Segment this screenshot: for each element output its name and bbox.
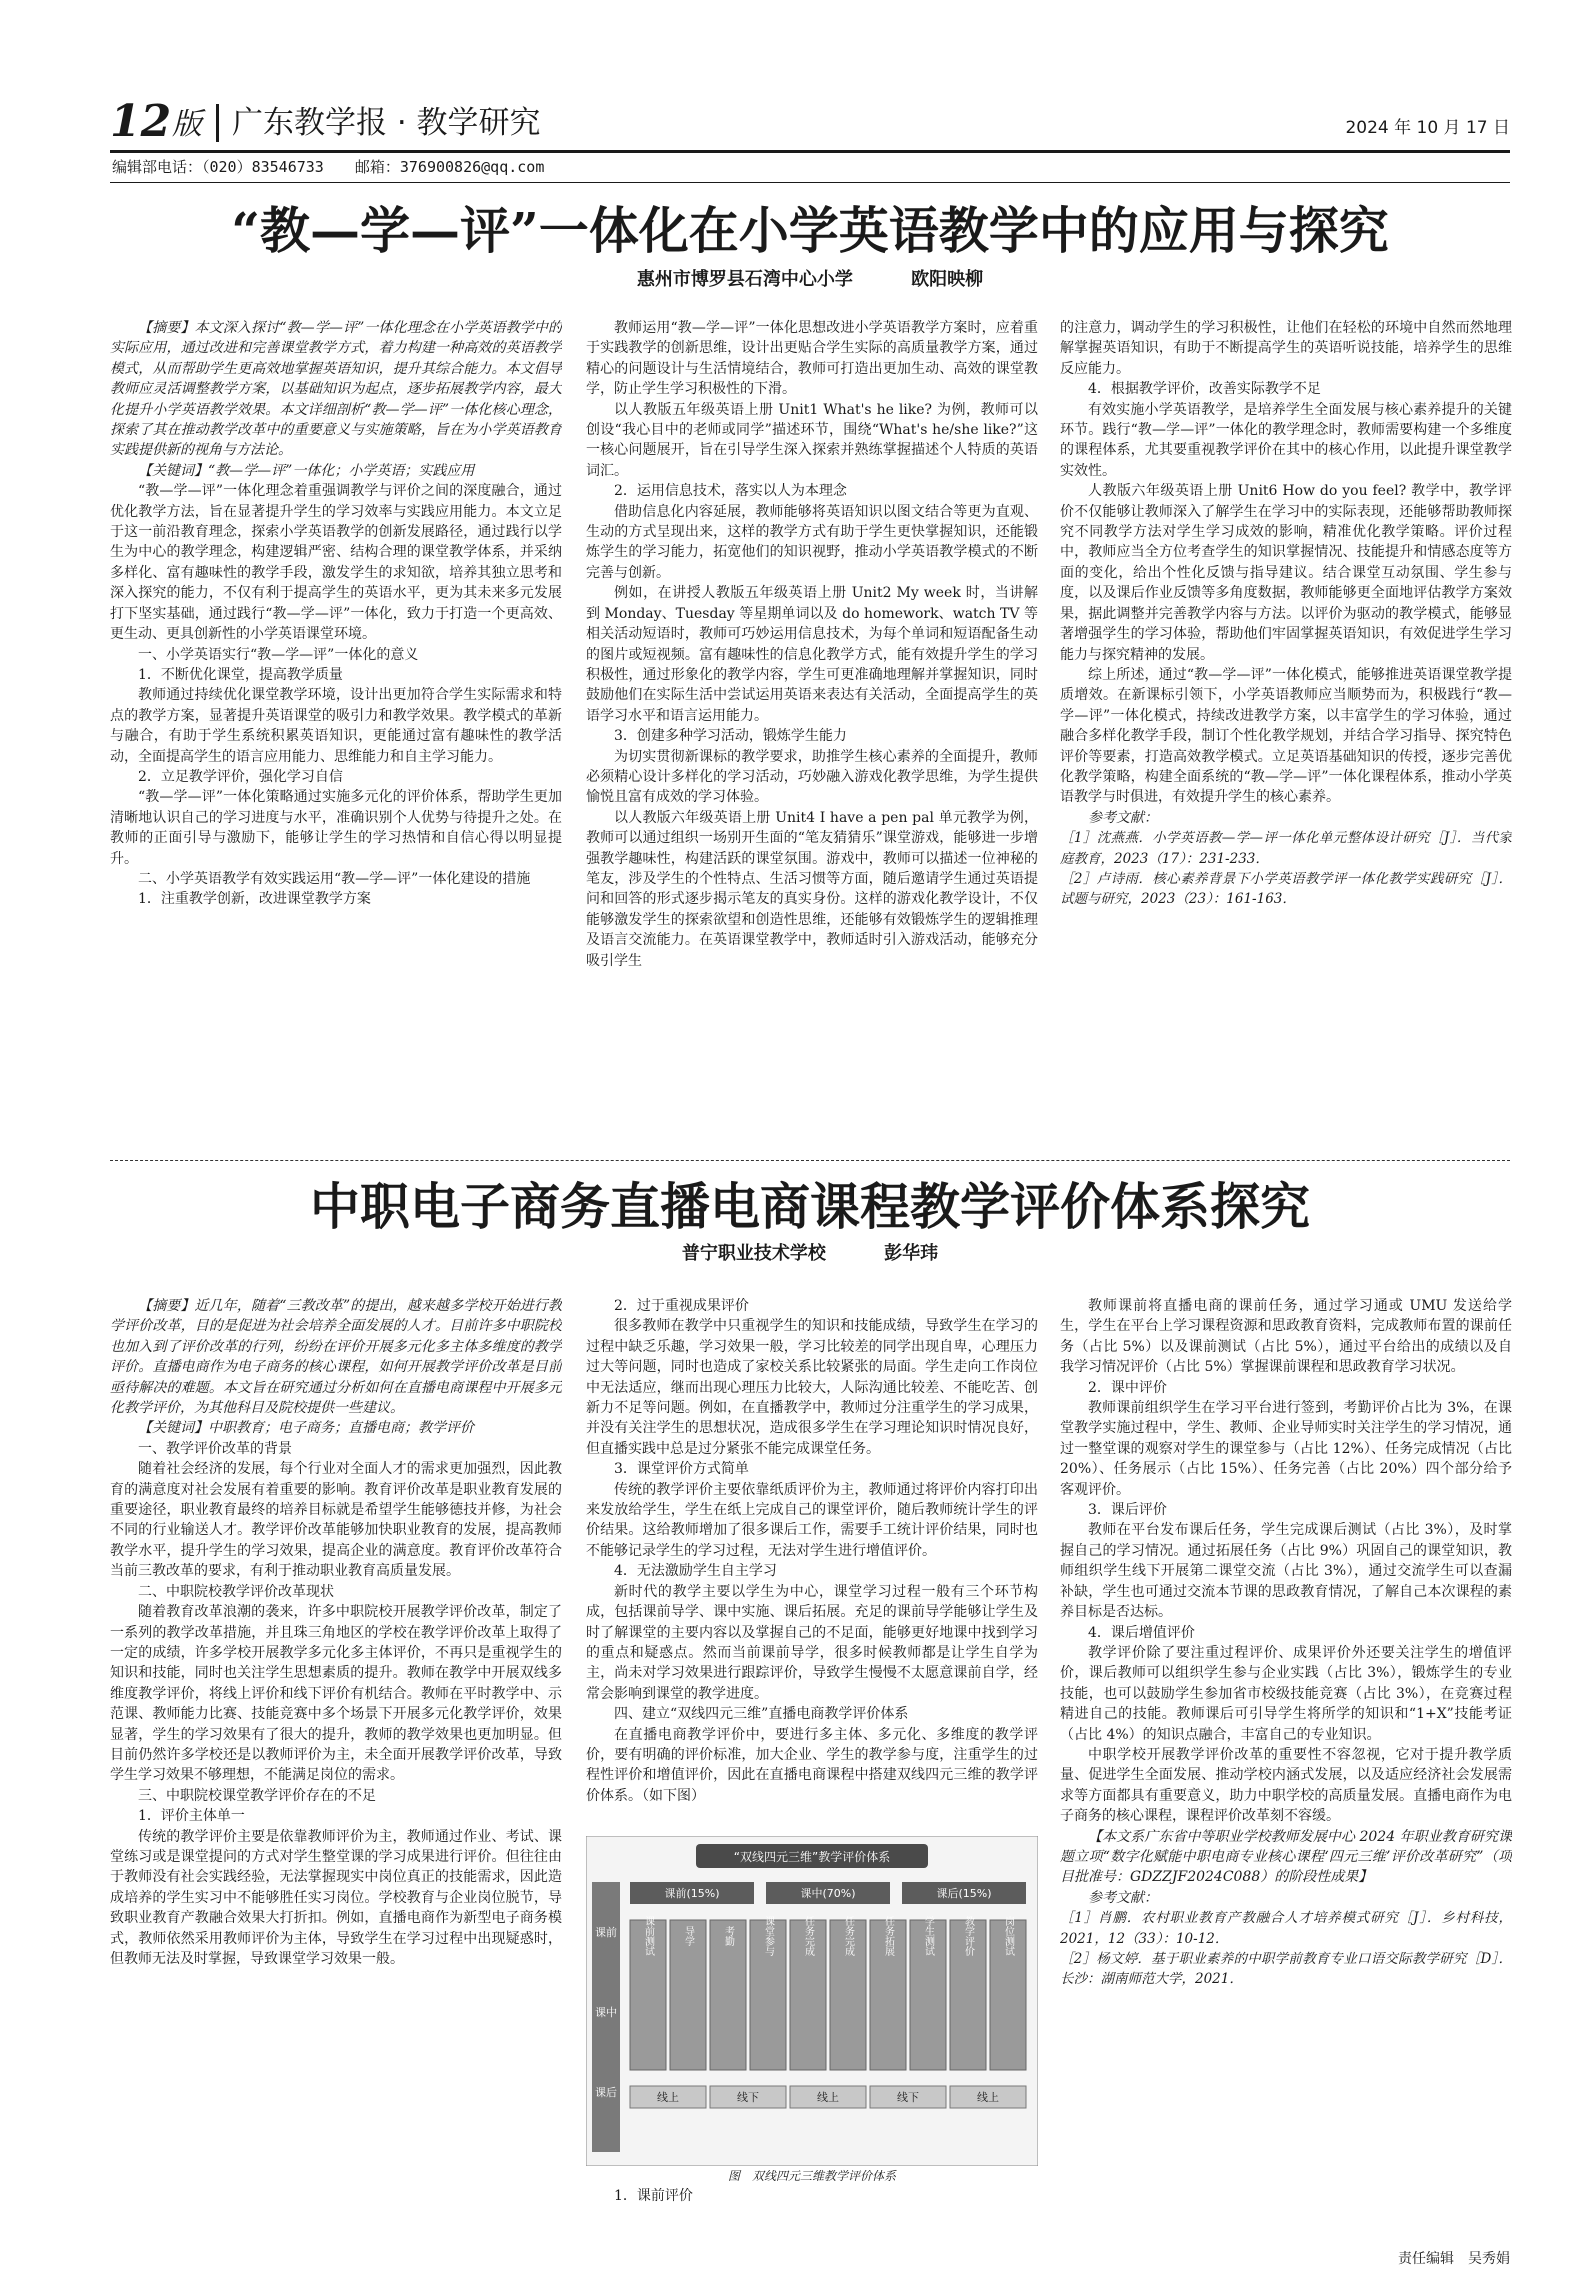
figure-item-label: 导学 [682,1926,694,1946]
article2-column-3 [1060,1296,1512,2246]
page-number-suffix: 版 [172,107,202,142]
figure-item-label: 任务拓展 [882,1916,894,1956]
subsection-heading: 2．立足教学评价，强化学习自信 [138,768,343,785]
figure-side-label: 课前 [595,1926,617,1939]
subsection-heading: 3．课后评价 [1088,1502,1167,1519]
paragraph: 新时代的教学主要以学生为中心，课堂学习过程一般有三个环节构成，包括课前导学、课中实施、课后拓展。充足的课前导学能够让学生及时了解课堂的主要内容以及掌握自己的不足面，能够更好地课中找到学习的重点和疑惑点。然而当前课前导学，很多时候教师都是让学生自学为主，尚未对学习效果进行跟踪评价，导致学生慢慢不太愿意课前自学，经常会影响到课堂的教学进度。 [586,1583,1038,1702]
subsection-heading: 3．创建多种学习活动，锻炼学生能力 [614,728,847,745]
figure-top-label: “双线四元三维”教学评价体系 [733,1850,891,1864]
paragraph: 传统的教学评价主要是依靠教师评价为主，教师通过作业、考试、课堂练习或是课堂提问的方式对学生整堂课的学习成果进行评价。但往往由于教师没有社会实践经验，无法掌握现实中岗位真正的技能需求，因此造成培养的学生实习中不能够胜任实习岗位。学校教育与企业岗位脱节，导致职业教育产教融合效果大打折扣。例如，直播电商作为新型电子商务模式，教师依然采用教师评价为主体，导致学生在学习过程中出现疑惑时，但教师无法及时掌握，导致课堂学习效果一般。 [110,1828,562,1967]
paragraph: 很多教师在教学中只重视学生的知识和技能成绩，导致学生在学习的过程中缺乏乐趣，学习效果一般，学习比较差的同学出现自卑，心理压力过大等问题，同时也造成了家校关系比较紧张的局面。学生走向工作岗位中无法适应，继而出现心理压力比较大，人际沟通比较差、不能吃苦、创新力不足等问题。例如，在直播教学中，教师过分注重学生的学习成果，并没有关注学生的思想状况，造成很多学生在学习理论知识时情况良好，但直播实践中总是过分紧张不能完成课堂任务。 [586,1318,1038,1457]
subsection-heading: 1．课前评价 [614,2188,693,2204]
contact-rule [110,182,1510,183]
masthead-separator [216,104,219,142]
section-heading: 三、中职院校课堂教学评价存在的不足 [138,1787,376,1804]
article2-author: 彭华玮 [884,1243,939,1264]
paragraph: 为切实贯彻新课标的教学要求，助推学生核心素养的全面提升，教师必须精心设计多样化的学习活动，巧妙融入游戏化教学思维，为学生提供愉悦且富有成效的学习体验。 [586,748,1038,806]
subsection-heading: 4．无法激励学生自主学习 [614,1563,777,1580]
paragraph: 教师运用“教—学—评”一体化思想改进小学英语教学方案时，应着重于实践教学的创新思维，设计出更贴合学生实际的高质量教学方案，通过精心的问题设计与生活情境结合，教师可打造出更加生动、高效的课堂教学，防止学生学习积极性的下滑。 [586,320,1038,398]
reference-item: ［1］沈燕燕．小学英语教—学—评一体化单元整体设计研究［J］．当代家庭教育，2023（17）：231-233． [1060,830,1512,867]
reference-item: ［2］卢诗雨．核心素养背景下小学英语教学评一体化教学实践研究［J］．试题与研究，2023（23）：161-163． [1060,870,1512,908]
paragraph: 教学评价除了要注重过程评价、成果评价外还要关注学生的增值评价，课后教师可以组织学生参与企业实践（占比 3%），锻炼学生的专业技能，也可以鼓励学生参加省市校级技能竞赛（占比 3%），在竞赛过程精进自己的技能。教师课后可引导学生将所学的知识和“1+X”技能考证（占比 4%）的知识点融合，丰富自己的专业知识。 [1060,1644,1512,1743]
paragraph: 例如，在讲授人教版五年级英语上册 Unit2 My week 时，当讲解到 Monday、Tuesday 等星期单词以及 do homework、watch TV 等相关活动短语时，教师可巧妙运用信息技术，为每个单词和短语配备生动的图片或短视频。富有趣味性的信息化教学方式，能有效提升学生的学习积极性，通过形象化的教学内容，学生可更准确地理解并掌握知识，同时鼓励他们在实际生活中尝试运用英语来表达有关活动，全面提高学生的英语学习水平和语言运用能力。 [586,585,1038,724]
figure-mode-label: 线上 [817,2091,839,2104]
paragraph: 综上所述，通过“教—学—评”一体化模式，能够推进英语课堂教学提质增效。在新课标引领下，小学英语教师应当顺势而为，积极践行“教—学—评”一体化模式，持续改进教学方案，以丰富学生的学习体验，通过融合多样化教学手段，制订个性化教学规划，并结合学习指导、探究特色评价等要素，打造高效教学模式。立足英语基础知识的传授，逐步完善优化教学策略，构建全面系统的“教—学—评”一体化课程体系，推动小学英语教学与时俱进，有效提升学生的核心素养。 [1060,666,1512,806]
paragraph: 借助信息化内容延展，教师能够将英语知识以图文结合等更为直观、生动的方式呈现出来，这样的教学方式有助于学生更快掌握知识，还能锻炼学生的学习能力，拓宽他们的知识视野，推动小学英语教学模式的不断完善与创新。 [586,503,1038,581]
figure-mode-label: 线上 [977,2091,999,2104]
article2-column-1 [110,1296,562,2206]
masthead-rule [110,150,1510,153]
paragraph: “教—学—评”一体化策略通过实施多元化的评价体系，帮助学生更加清晰地认识自己的学习进度与水平，准确识别个人优势与待提升之处。在教师的正面引导与激励下，能够让学生的学习热情和自信心得以明显提升。 [110,789,562,867]
paragraph: 在直播电商教学评价中，要进行多主体、多元化、多维度的教学评价，要有明确的评价标准，加大企业、学生的教学参与度，注重学生的过程性评价和增值评价，因此在直播电商课程中搭建双线四元三维的教学评价体系。（如下图） [586,1726,1038,1804]
reference-item: ［1］肖鹏．农村职业教育产教融合人才培养模式研究［J］．乡村科技，2021，12（33）：10-12． [1060,1910,1512,1947]
masthead [110,98,1510,146]
paragraph: 教师课前将直播电商的课前任务，通过学习通或 UMU 发送给学生，学生在平台上学习课程资源和思政教育资料，完成教师布置的课前任务（占比 5%）以及课前测试（占比 5%），通过平台给出的成绩以及自我学习情况评价（占比 5%）掌握课前课程和思政教育学习状况。 [1060,1298,1512,1376]
references-title: 参考文献： [1088,1889,1158,1906]
references-title: 参考文献： [1088,809,1158,826]
paragraph: 教师通过持续优化课堂教学环境，设计出更加符合学生实际需求和特点的教学方案，显著提升英语课堂的吸引力和教学效果。教学模式的革新与融合，有助于学生系统积累英语知识，更能通过富有趣味性的教学活动，全面提高学生的语言应用能力、思维能力和自主学习能力。 [110,687,562,765]
abstract: 【摘要】近几年，随着“三教改革”的提出，越来越多学校开始进行教学评价改革，目的是促进为社会培养全面发展的人才。目前许多中职院校也加入到了评价改革的行列，纷纷在评价开展多元化多主体多维度的教学评价。直播电商作为电子商务的核心课程，如何开展教学评价改革是目前亟待解决的难题。本文旨在研究通过分析如何在直播电商课程中开展多元化教学评价，为其他科目及院校提供一些建议。 [110,1298,562,1417]
section-heading: 二、中职院校教学评价改革现状 [138,1583,334,1600]
article2-title: 中职电子商务直播电商课程教学评价体系探究 [310,1177,1310,1236]
subsection-heading: 1．不断优化课堂，提高教学质量 [138,666,343,683]
section-heading: 二、小学英语教学有效实践运用“教—学—评”一体化建设的措施 [138,870,531,887]
contact-phone: 编辑部电话：（020）83546733 [112,158,324,176]
project-note: 【本文系广东省中等职业学校教师发展中心 2024 年职业教育研究课题立项“数字化赋能中职电商专业核心课程‘四元三维’评价改革研究”（项目批准号：GDZZJF2024C088）的阶段性成果】 [1060,1828,1512,1886]
figure-caption: 图 双线四元三维教学评价体系 [727,2169,896,2183]
paragraph: 中职学校开展教学评价改革的重要性不容忽视，它对于提升教学质量、促进学生全面发展、推动学校内涵式发展，以及适应经济社会发展需求等方面都具有重要意义，助力中职学校的高质量发展。直播电商作为电子商务的核心课程，课程评价改革刻不容缓。 [1060,1746,1512,1825]
paragraph: 的注意力，调动学生的学习积极性，让他们在轻松的环境中自然而然地理解掌握英语知识，有助于不断提高学生的英语听说技能，培养学生的思维反应能力。 [1060,320,1512,377]
subsection-heading: 3．课堂评价方式简单 [614,1461,749,1478]
section-heading: 四、建立“双线四元三维”直播电商教学评价体系 [614,1706,909,1723]
figure-mode-label: 线上 [657,2091,679,2104]
paragraph: 以人教版五年级英语上册 Unit1 What's he like? 为例，教师可以创设“我心目中的老师或同学”描述环节，围绕“What's he/she like?”这一核心问题展开，旨在引导学生深入探索并熟练掌握描述个人特质的英语词汇。 [586,401,1038,479]
figure-item-label: 任务完成 [802,1916,814,1956]
figure-item-label: 课前测试 [642,1916,654,1956]
figure-item-label: 学生测试 [922,1916,934,1956]
paragraph: 以人教版六年级英语上册 Unit4 I have a pen pal 单元教学为例，教师可以通过组织一场别开生面的“笔友猜猜乐”课堂游戏，能够进一步增强教学趣味性，构建活跃的课堂氛围。游戏中，教师可以描述一位神秘的笔友，涉及学生的个性特点、生活习惯等方面，随后邀请学生通过英语提问和回答的形式逐步揭示笔友的真实身份。这样的游戏化教学设计，不仅能够激发学生的探索欲望和创造性思维，还能够有效锻炼学生的逻辑推理及语言交流能力。在英语课堂教学中，教师适时引入游戏活动，能够充分吸引学生 [586,809,1038,969]
figure-side-label: 课后 [595,2086,617,2099]
subsection-heading: 2．课中评价 [1088,1379,1167,1396]
subsection-heading: 1．评价主体单一 [138,1808,245,1825]
figure-phase-label: 课后(15%) [936,1887,992,1900]
article1-school: 惠州市博罗县石湾中心小学 [636,269,853,290]
figure-item-label: 岗位测试 [1002,1916,1014,1956]
issue-date: 2024 年 10 月 17 日 [1345,118,1510,138]
paragraph: “教—学—评”一体化理念着重强调教学与评价之间的深度融合，通过优化教学方法，旨在显著提升学生的学习效率与实践应用能力。本文立足于这一前沿教育理念，探索小学英语教学的创新发展路径，通过践行以学生为中心的教学理念，构建逻辑严密、结构合理的课堂教学体系，并采纳多样化、富有趣味性的教学手段，激发学生的求知欲，培养其独立思考和深入探究的能力，不仅有利于提高学生的英语水平，更为其未来多元发展打下坚实基础，通过践行“教—学—评”一体化，致力于打造一个更高效、更生动、更具创新性的小学英语课堂环境。 [110,483,562,643]
abstract: 【摘要】本文深入探讨“教—学—评”一体化理念在小学英语教学中的实际应用，通过改进和完善课堂教学方式，着力构建一种高效的英语教学模式，从而帮助学生更高效地掌握英语知识，提升其综合能力。本文倡导教师应灵活调整教学方案，以基础知识为起点，逐步拓展教学内容，最大化提升小学英语教学效果。本文详细剖析“教—学—评”一体化核心理念，探索了其在推动教学改革中的重要意义与实施策略，旨在为小学英语教育实践提供新的视角与方法论。 [110,320,562,459]
article2-school: 普宁职业技术学校 [681,1243,826,1264]
paper-name: 广东教学报 · 教学研究 [232,105,541,141]
paragraph: 教师在平台发布课后任务，学生完成课后测试（占比 3%），及时掌握自己的学习情况。通过拓展任务（占比 9%）巩固自己的课堂知识，教师组织学生线下开展第二课堂交流（占比 3%），通过交流学生可以查漏补缺，学生也可通过交流本节课的思政教育情况，了解自己本次课程的素养目标是否达标。 [1060,1522,1512,1621]
reference-item: ［2］杨文婷．基于职业素养的中职学前教育专业口语交际教学研究［D］．长沙：湖南师范大学，2021． [1060,1951,1512,1988]
keywords: 【关键词】中职教育；电子商务；直播电商；教学评价 [138,1420,474,1437]
paragraph: 传统的教学评价主要依靠纸质评价为主，教师通过将评价内容打印出来发放给学生，学生在纸上完成自己的课堂评价，随后教师统计学生的评价结果。这给教师增加了很多课后工作，需要手工统计评价结果，同时也不能够记录学生的学习过程，无法对学生进行增值评价。 [586,1481,1038,1559]
contact-line [112,158,566,176]
subsection-heading: 4．根据教学评价，改善实际教学不足 [1088,381,1321,398]
section-heading: 一、小学英语实行“教—学—评”一体化的意义 [138,646,419,663]
subsection-heading: 4．课后增值评价 [1088,1624,1195,1641]
article2-byline [110,1242,1510,1266]
article1-column-1 [110,318,562,1148]
article1-title: “教—学—评”一体化在小学英语教学中的应用与探究 [231,201,1389,260]
subsection-heading: 1．注重教学创新，改进课堂教学方案 [138,891,371,908]
figure-item-label: 课堂参与 [762,1916,774,1956]
page-number: 12 [110,96,172,147]
article-divider [110,1160,1510,1161]
section-heading: 一、教学评价改革的背景 [138,1440,292,1457]
paragraph: 随着教育改革浪潮的袭来，许多中职院校开展教学评价改革，制定了一系列的教学改革措施，并且珠三角地区的学校在教学评价改革上取得了一定的成绩，许多学校开展教学多元化多主体评价，不再只是重视学生的知识和技能，同时也关注学生思想素质的提升。教师在教学中开展双线多维度教学评价，将线上评价和线下评价有机结合。教师在平时教学中、示范课、教师能力比赛、技能竞赛中多个场景下开展多元化教学评价，效果显著，学生的学习效果有了很大的提升，教师的教学效果也更加明显。但目前仍然许多学校还是以教师评价为主，未全面开展教学评价改革，导致学生学习效果不够理想，不能满足岗位的需求。 [110,1604,562,1784]
keywords: 【关键词】“教—学—评”一体化；小学英语；实践应用 [138,462,475,479]
contact-email: 邮箱：376900826@qq.com [354,158,545,176]
figure-item-label: 任务完成 [842,1916,854,1956]
figure-phase-label: 课前(15%) [664,1887,720,1900]
figure-item-label: 考勤 [722,1926,734,1946]
paragraph: 教师课前组织学生在学习平台进行签到，考勤评价占比为 3%，在课堂教学实施过程中，学生、教师、企业导师实时关注学生的学习情况，通过一整堂课的观察对学生的课堂参与（占比 12%）、任务完成情况（占比 20%）、任务展示（占比 15%）、任务完善（占比 20%）四个部分给予客观评价。 [1060,1400,1512,1498]
paragraph: 随着社会经济的发展，每个行业对全面人才的需求更加强烈，因此教育的满意度对社会发展有着重要的影响。教育评价改革是职业教育发展的重要途径，职业教育最终的培养目标就是希望学生能够德技并修，为社会不同的行业输送人才。教学评价改革能够加快职业教育的发展，提高教师教学水平，提升学生的学习效果，提高企业的满意度。教育评价改革符合当前三教改革的要求，有利于推动职业教育高质量发展。 [110,1461,562,1580]
article1-byline [110,268,1510,292]
subsection-heading: 2．运用信息技术，落实以人为本理念 [614,483,847,500]
figure-mode-label: 线下 [737,2091,759,2104]
editor-credit: 责任编辑 吴秀娟 [1398,2251,1510,2267]
article1-column-3 [1060,318,1512,1148]
subsection-heading: 2．过于重视成果评价 [614,1298,749,1314]
evaluation-system-figure [586,1836,1038,2166]
article2-column-2 [586,1296,1038,1826]
figure-mode-label: 线下 [897,2091,919,2104]
article1-author: 欧阳映柳 [911,269,984,290]
figure-item-label: 教学评价 [962,1916,974,1956]
paragraph: 有效实施小学英语教学，是培养学生全面发展与核心素养提升的关键环节。践行“教—学—评”一体化的教学理念时，教师需要构建一个多维度的课程体系，尤其要重视教学评价在其中的核心作用，以此提升课堂教学实效性。 [1060,401,1512,479]
figure-side-label: 课中 [595,2006,617,2019]
paragraph: 人教版六年级英语上册 Unit6 How do you feel? 教学中，教学评价不仅能够让教师深入了解学生在学习中的实际表现，还能够帮助教师探究不同教学方法对学生学习成效的影响，精准优化教学策略。评价过程中，教师应当全方位考查学生的知识掌握情况、技能提升和情感态度等方面的变化，给出个性化反馈与指导建议。结合课堂互动氛围、学生参与度，以及课后作业反馈等多角度数据，教师能够更全面地评估教学方案效果，据此调整并完善教学内容与方法。以评价为驱动的教学模式，能够显著增强学生的学习体验，帮助他们牢固掌握英语知识，有效促进学生学习能力与探究精神的发展。 [1060,483,1512,663]
figure-phase-label: 课中(70%) [800,1887,856,1900]
article1-column-2 [586,318,1038,1148]
